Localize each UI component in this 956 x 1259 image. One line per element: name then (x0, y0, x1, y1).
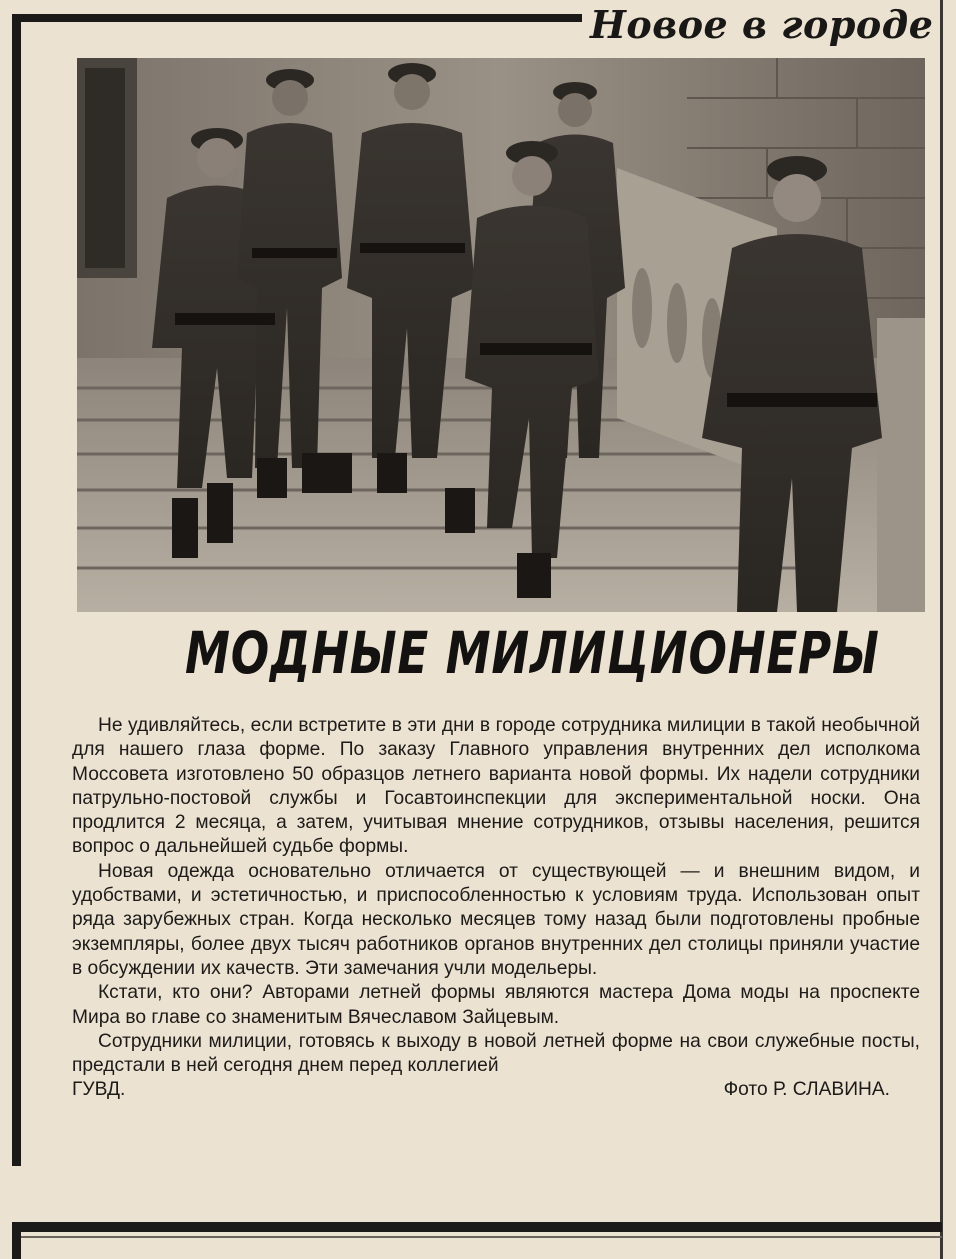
article-photo (77, 58, 925, 612)
article-headline: МОДНЫЕ МИЛИЦИОНЕРЫ (185, 619, 880, 687)
credit-row (72, 1078, 920, 1102)
paragraph-1: Не удивляйтесь, если встретите в эти дни в городе сотрудника милиции в такой необычной для нашего глаза форме. По заказу Главного управления внутренних дел исполкома Моссовета изготовлено 50 образцов летнего варианта новой формы. Их надели сотрудники патрульно-постовой службы и Госавтоинспекции для экспериментальной носки. Она продлится 2 месяца, а затем, учитывая мнение сотрудников, отзывы населения, решится вопрос о дальнейшей судьбе формы. (72, 715, 920, 858)
bottom-rule (12, 1222, 942, 1232)
photo-of-officers-icon (77, 58, 925, 612)
article-body (72, 714, 920, 1103)
paragraph-2: Новая одежда основательно отличается от существующей — и внешним видом, и удобствами, и эстетичностью, и приспособленностью к условиям труда. Использован опыт ряда зарубежных стран. Когда несколько месяцев тому назад были подготовлены пробные экземпляры, более двух тысяч работников органов внутренних дел столицы приняли участие в обсуждении их качеств. Эти замечания учли модельеры. (72, 860, 920, 979)
paragraph-4: Сотрудники милиции, готовясь к выходу в новой летней форме на свои служебные посты, предстали в ней сегодня днем перед коллегией (72, 1030, 920, 1077)
photo-credit: Фото Р. СЛАВИНА. (723, 1079, 890, 1101)
section-rubric: Новое в городе (590, 2, 934, 47)
left-rule-lower (12, 1222, 21, 1259)
paragraph-3: Кстати, кто они? Авторами летней формы являются мастера Дома моды на проспекте Мира во главе со знаменитым Вячеславом Зайцевым. (72, 982, 920, 1028)
closing-word: ГУВД. (72, 1079, 126, 1101)
left-rule (12, 14, 21, 1166)
top-rule (12, 14, 582, 22)
right-edge (940, 0, 943, 1259)
bottom-thin-rule (12, 1236, 942, 1238)
